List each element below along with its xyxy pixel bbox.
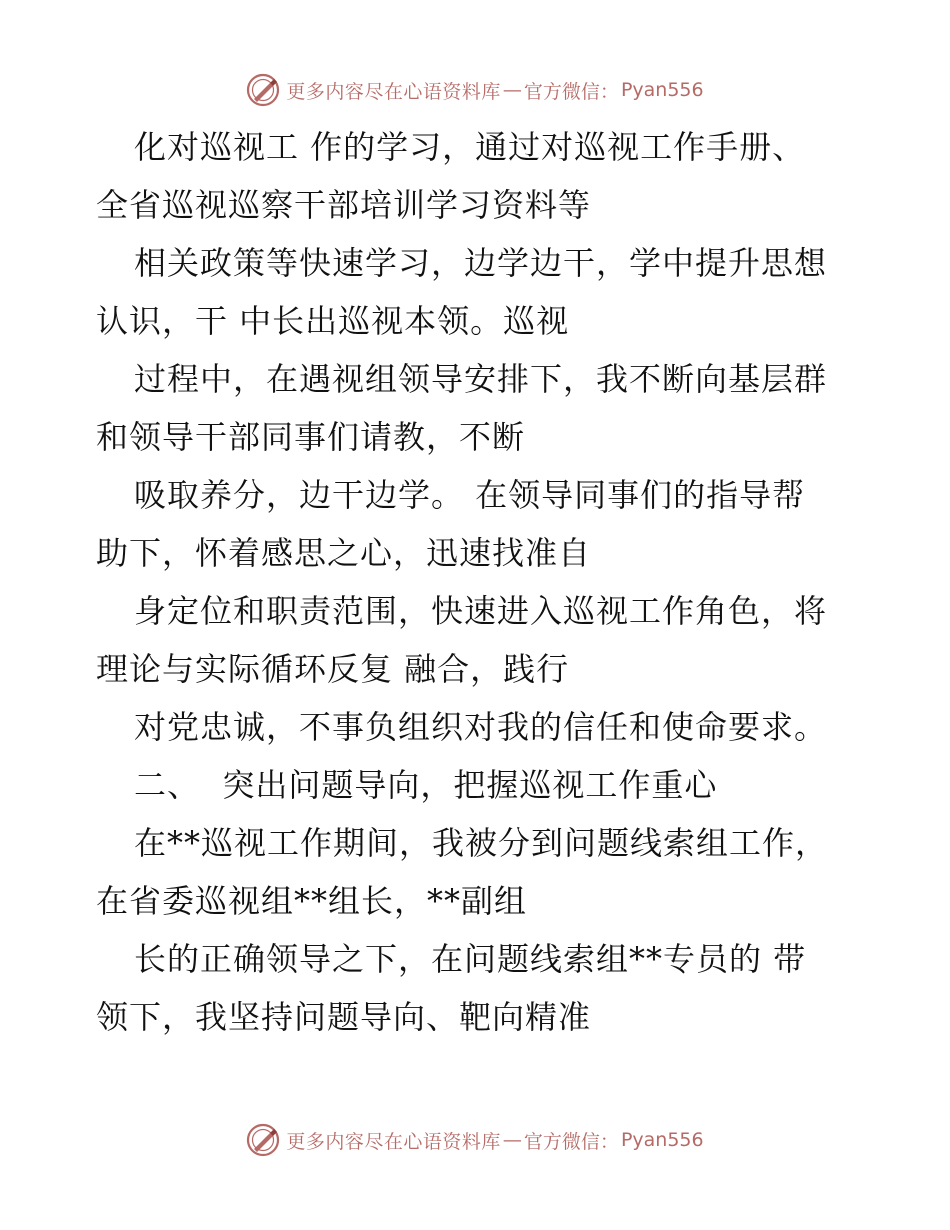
watermark-label: 官方微信： bbox=[523, 1130, 619, 1153]
watermark-label: 官方微信： bbox=[523, 80, 619, 103]
text-line: 长的正确领导之下，在问题线索组**专员的 带 bbox=[134, 940, 807, 978]
watermark-separator: — bbox=[502, 79, 522, 101]
text-line: 理论与实际循环反复 融合，践行 bbox=[96, 650, 570, 688]
text-line: 在省委巡视组**组长，**副组 bbox=[96, 882, 528, 920]
watermark-id: Pyan556 bbox=[620, 79, 704, 101]
header-watermark bbox=[0, 70, 950, 110]
watermark-text: 更多内容尽在心语资料库 bbox=[286, 80, 501, 103]
text-line: 领下，我坚持问题导向、靶向精准 bbox=[96, 998, 592, 1036]
footer-watermark bbox=[0, 1120, 950, 1160]
section-heading: 二、 突出问题导向，把握巡视工作重心 bbox=[134, 766, 718, 804]
text-line: 和领导干部同事们请教，不断 bbox=[96, 418, 526, 456]
watermark-separator: — bbox=[502, 1129, 522, 1151]
text-line: 身定位和职责范围，快速进入巡视工作角色，将 bbox=[134, 592, 828, 630]
text-line: 在**巡视工作期间，我被分到问题线索组工作， bbox=[134, 824, 829, 862]
text-line: 相关政策等快速学习，边学边干，学中提升思想 bbox=[134, 244, 828, 282]
text-line: 助下，怀着感思之心，迅速找准自 bbox=[96, 534, 592, 572]
pen-logo-icon bbox=[246, 1123, 280, 1157]
watermark-id: Pyan556 bbox=[620, 1129, 704, 1151]
text-line: 认识，干 中长出巡视本领。巡视 bbox=[96, 302, 570, 340]
text-line: 全省巡视巡察干部培训学习资料等 bbox=[96, 186, 592, 224]
text-line: 对党忠诚，不事负组织对我的信任和使命要求。 bbox=[134, 708, 828, 746]
text-line: 化对巡视工 作的学习，通过对巡视工作手册、 bbox=[134, 128, 806, 166]
text-line: 过程中，在遇视组领导安排下，我不断向基层群 bbox=[134, 360, 828, 398]
watermark-text: 更多内容尽在心语资料库 bbox=[286, 1130, 501, 1153]
text-line: 吸取养分，边干边学。 在领导同事们的指导帮 bbox=[134, 476, 806, 514]
pen-logo-icon bbox=[246, 73, 280, 107]
